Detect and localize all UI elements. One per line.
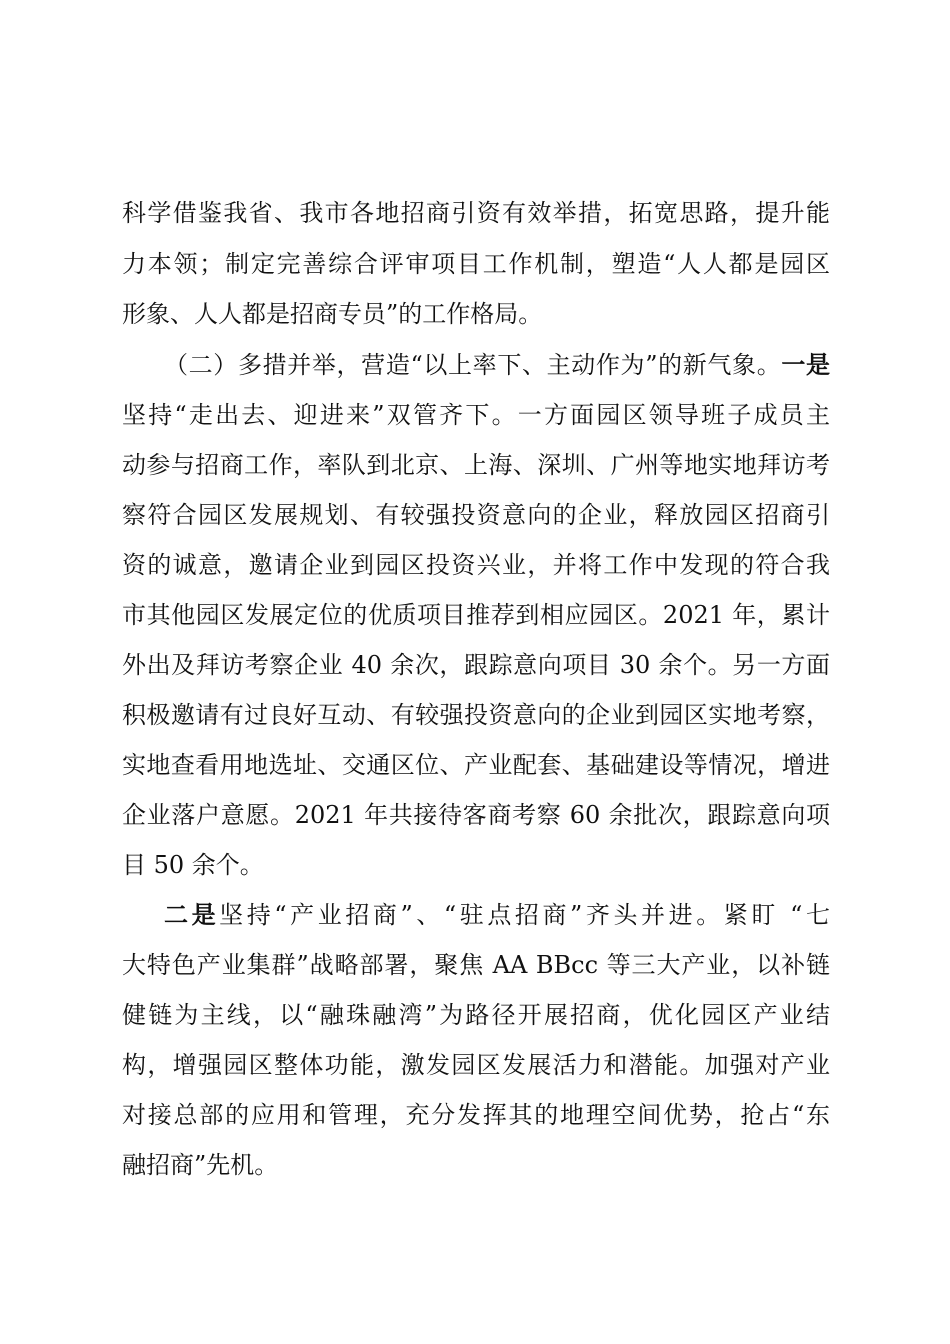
- p3-line-6: 融招商”先机。: [122, 1151, 279, 1179]
- p2-line-11: 目 50 余个。: [122, 851, 264, 879]
- p2-line-2: 坚持“走出去、迎进来”双管齐下。一方面园区领导班子成员主: [122, 401, 830, 429]
- p1-line-2: 力本领；制定完善综合评审项目工作机制，塑造“人人都是园区: [122, 250, 830, 278]
- p2-line-8: 积极邀请有过良好互动、有较强投资意向的企业到园区实地考察，: [122, 701, 830, 729]
- point-one-label: 一是: [781, 350, 831, 379]
- p2-line-6: 市其他园区发展定位的优质项目推荐到相应园区。2021 年，累计: [122, 601, 830, 629]
- p3-line-5: 对接总部的应用和管理，充分发挥其的地理空间优势，抢占“东: [122, 1101, 830, 1129]
- p3-line-2: 大特色产业集群”战略部署，聚焦 AA BBcc 等三大产业，以补链: [122, 951, 830, 979]
- p3-line-3: 健链为主线，以“融珠融湾”为路径开展招商，优化园区产业结: [122, 1001, 830, 1029]
- p2-line-3: 动参与招商工作，率队到北京、上海、深圳、广州等地实地拜访考: [122, 451, 830, 479]
- p3-line-1-text: 坚持“产业招商”、“驻点招商”齐头并进。紧盯 “七: [219, 901, 830, 929]
- p2-line-9: 实地查看用地选址、交通区位、产业配套、基础建设等情况，增进: [122, 751, 830, 779]
- point-two-label: 二是: [164, 900, 220, 929]
- p2-line-7: 外出及拜访考察企业 40 余次，跟踪意向项目 30 余个。另一方面: [122, 651, 830, 679]
- p3-line-1: [164, 890, 830, 940]
- section-heading: （二）多措并举，营造“以上率下、主动作为”的新气象。: [164, 351, 782, 379]
- p3-line-4: 构，增强园区整体功能，激发园区发展活力和潜能。加强对产业: [122, 1051, 830, 1079]
- p2-line-1: [164, 340, 830, 390]
- p2-line-4: 察符合园区发展规划、有较强投资意向的企业，释放园区招商引: [122, 501, 830, 529]
- p2-line-5: 资的诚意，邀请企业到园区投资兴业，并将工作中发现的符合我: [122, 551, 830, 579]
- p1-line-3: 形象、人人都是招商专员”的工作格局。: [122, 300, 543, 328]
- p2-line-10: 企业落户意愿。2021 年共接待客商考察 60 余批次，跟踪意向项: [122, 801, 830, 829]
- p1-line-1: 科学借鉴我省、我市各地招商引资有效举措，拓宽思路，提升能: [122, 199, 830, 227]
